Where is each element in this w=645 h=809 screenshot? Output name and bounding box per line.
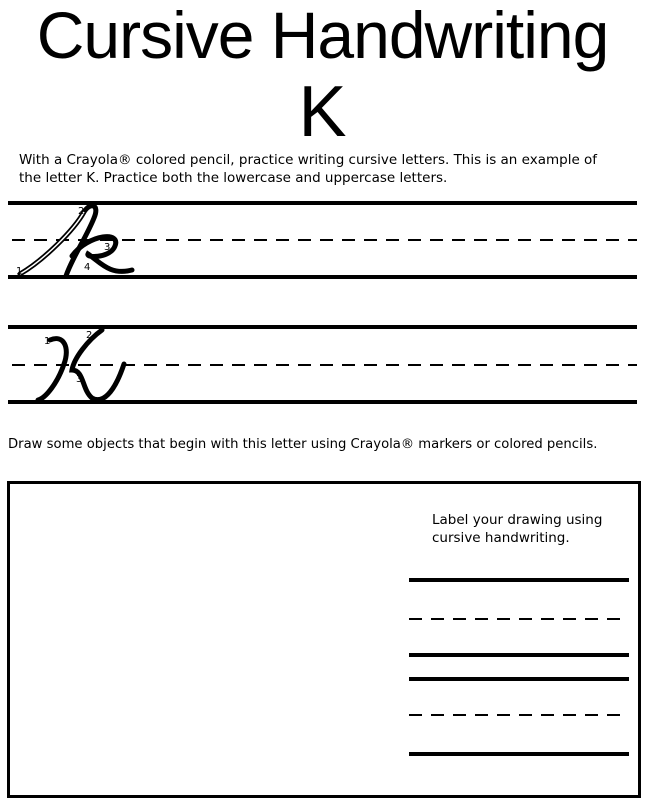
lowercase-stroke-3: 3 [104,242,111,253]
label-midline-2 [409,714,629,716]
lowercase-k-example [14,200,144,280]
label-top-line-2 [409,677,629,681]
page-title: Cursive Handwriting [36,0,609,72]
uppercase-k-example [30,324,140,404]
label-prompt: Label your drawing using cursive handwriting. [432,512,603,546]
uppercase-stroke-1: 1 [44,336,51,347]
practice-instructions: With a Crayola® colored pencil, practice writing cursive letters. This is an example of the letter K. Practice both the lowercase and uppercase letters. [19,152,598,186]
label-midline-1 [409,618,629,620]
uppercase-stroke-2: 2 [86,330,93,341]
uppercase-stroke-3: 3 [76,374,83,385]
featured-letter: K [298,72,347,152]
label-baseline-1 [409,653,629,657]
lowercase-stroke-1: 1 [16,266,23,277]
label-top-line-1 [409,578,629,582]
lowercase-stroke-2: 2 [78,206,85,217]
drawing-instructions: Draw some objects that begin with this letter using Crayola® markers or colored pencils. [8,437,598,452]
label-baseline-2 [409,752,629,756]
lowercase-stroke-4: 4 [84,262,91,273]
